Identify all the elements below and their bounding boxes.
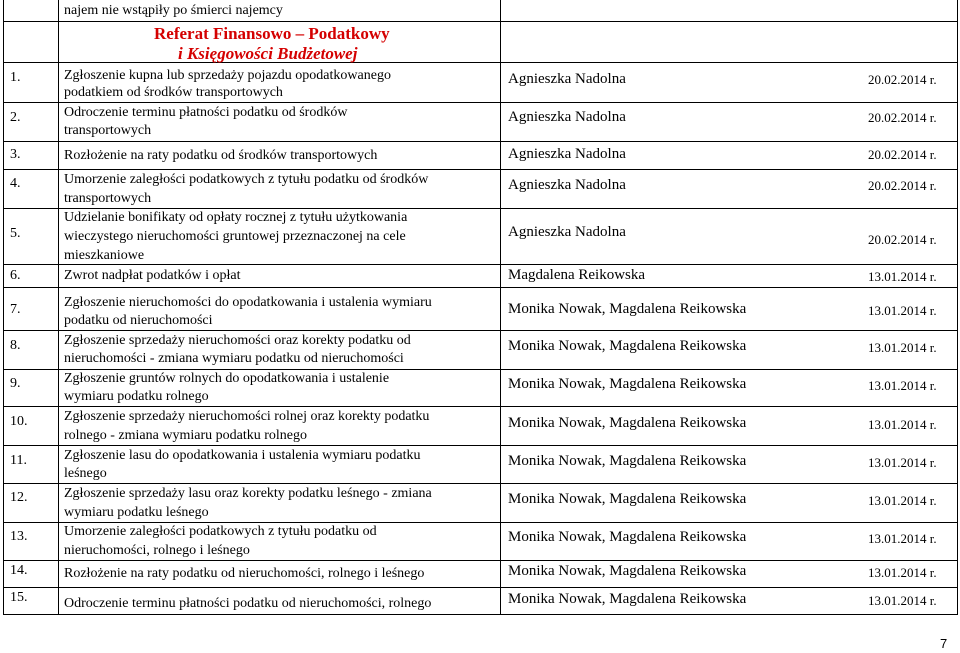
row-person: Monika Nowak, Magdalena Reikowska <box>508 491 747 507</box>
section-heading-line-2: i Księgowości Budżetowej <box>178 44 358 63</box>
row-description-line: transportowych <box>64 123 152 138</box>
row-description-line: Zwrot nadpłat podatków i opłat <box>64 268 241 283</box>
row-number: 4. <box>10 176 21 191</box>
row-number: 13. <box>10 529 28 544</box>
row-description-line: leśnego <box>64 466 107 481</box>
row-description-line: wymiaru podatku leśnego <box>64 505 209 520</box>
section-heading-line-1: Referat Finansowo – Podatkowy <box>154 24 390 43</box>
row-number: 14. <box>10 563 28 578</box>
row-description-line: Umorzenie zaległości podatkowych z tytułu podatku od środków <box>64 172 429 187</box>
row-description-line: Odroczenie terminu płatności podatku od środków <box>64 105 348 120</box>
row-number: 8. <box>10 338 21 353</box>
row-person: Agnieszka Nadolna <box>508 177 626 193</box>
row-description-line: transportowych <box>64 191 152 206</box>
row-date: 13.01.2014 r. <box>868 493 937 508</box>
row-description-line: podatkiem od środków transportowych <box>64 85 283 100</box>
row-person: Monika Nowak, Magdalena Reikowska <box>508 563 747 579</box>
row-date: 20.02.2014 r. <box>868 110 937 125</box>
row-number: 11. <box>10 453 27 468</box>
row-person: Monika Nowak, Magdalena Reikowska <box>508 376 747 392</box>
row-date: 20.02.2014 r. <box>868 147 937 162</box>
row-person: Magdalena Reikowska <box>508 267 646 283</box>
row-description-line: nieruchomości, rolnego i leśnego <box>64 543 250 558</box>
row-date: 13.01.2014 r. <box>868 378 937 393</box>
row-description-line: rolnego - zmiana wymiaru podatku rolnego <box>64 428 307 443</box>
row-person: Monika Nowak, Magdalena Reikowska <box>508 453 747 469</box>
row-date: 13.01.2014 r. <box>868 269 937 284</box>
row-description-line: nieruchomości - zmiana wymiaru podatku od nieruchomości <box>64 351 404 366</box>
row-number: 9. <box>10 376 21 391</box>
row-person: Agnieszka Nadolna <box>508 109 626 125</box>
row-number: 10. <box>10 414 28 429</box>
row-number: 2. <box>10 110 21 125</box>
page-number: 7 <box>940 636 948 651</box>
row-person: Agnieszka Nadolna <box>508 146 626 162</box>
row-number: 7. <box>10 302 21 317</box>
row-date: 13.01.2014 r. <box>868 531 937 546</box>
row-person: Monika Nowak, Magdalena Reikowska <box>508 415 747 431</box>
row-person: Monika Nowak, Magdalena Reikowska <box>508 591 747 607</box>
row-description-line: Odroczenie terminu płatności podatku od nieruchomości, rolnego <box>64 596 432 611</box>
row-description-line: Rozłożenie na raty podatku od nieruchomości, rolnego i leśnego <box>64 566 425 581</box>
row-description-line: Zgłoszenie nieruchomości do opodatkowania i ustalenia wymiaru <box>64 295 432 310</box>
continued-row-text: najem nie wstąpiły po śmierci najemcy <box>64 3 283 18</box>
row-number: 6. <box>10 268 21 283</box>
row-description-line: Zgłoszenie gruntów rolnych do opodatkowania i ustalenie <box>64 371 390 386</box>
row-description-line: podatku od nieruchomości <box>64 313 213 328</box>
row-number: 15. <box>10 590 28 605</box>
row-person: Monika Nowak, Magdalena Reikowska <box>508 529 747 545</box>
row-description-line: wymiaru podatku rolnego <box>64 389 209 404</box>
row-number: 3. <box>10 147 21 162</box>
row-description-line: Zgłoszenie sprzedaży nieruchomości rolnej oraz korekty podatku <box>64 409 430 424</box>
row-date: 20.02.2014 r. <box>868 232 937 247</box>
row-description-line: wieczystego nieruchomości gruntowej przeznaczonej na cele <box>64 229 406 244</box>
row-number: 12. <box>10 490 28 505</box>
row-number: 1. <box>10 70 21 85</box>
row-description-line: Rozłożenie na raty podatku od środków transportowych <box>64 148 378 163</box>
row-description-line: Udzielanie bonifikaty od opłaty rocznej z tytułu użytkowania <box>64 210 408 225</box>
row-description-line: Zgłoszenie sprzedaży nieruchomości oraz korekty podatku od <box>64 333 411 348</box>
row-date: 13.01.2014 r. <box>868 417 937 432</box>
row-date: 13.01.2014 r. <box>868 593 937 608</box>
row-date: 13.01.2014 r. <box>868 340 937 355</box>
row-date: 20.02.2014 r. <box>868 72 937 87</box>
row-date: 13.01.2014 r. <box>868 303 937 318</box>
row-description-line: Zgłoszenie lasu do opodatkowania i ustalenia wymiaru podatku <box>64 448 421 463</box>
row-description-line: Zgłoszenie sprzedaży lasu oraz korekty podatku leśnego - zmiana <box>64 486 432 501</box>
row-date: 20.02.2014 r. <box>868 178 937 193</box>
row-person: Agnieszka Nadolna <box>508 224 626 240</box>
row-person: Agnieszka Nadolna <box>508 71 626 87</box>
row-person: Monika Nowak, Magdalena Reikowska <box>508 301 747 317</box>
row-description-line: Zgłoszenie kupna lub sprzedaży pojazdu opodatkowanego <box>64 68 391 83</box>
row-description-line: mieszkaniowe <box>64 248 145 263</box>
row-person: Monika Nowak, Magdalena Reikowska <box>508 338 747 354</box>
row-description-line: Umorzenie zaległości podatkowych z tytułu podatku od <box>64 524 377 539</box>
row-date: 13.01.2014 r. <box>868 455 937 470</box>
row-date: 13.01.2014 r. <box>868 565 937 580</box>
row-number: 5. <box>10 226 21 241</box>
